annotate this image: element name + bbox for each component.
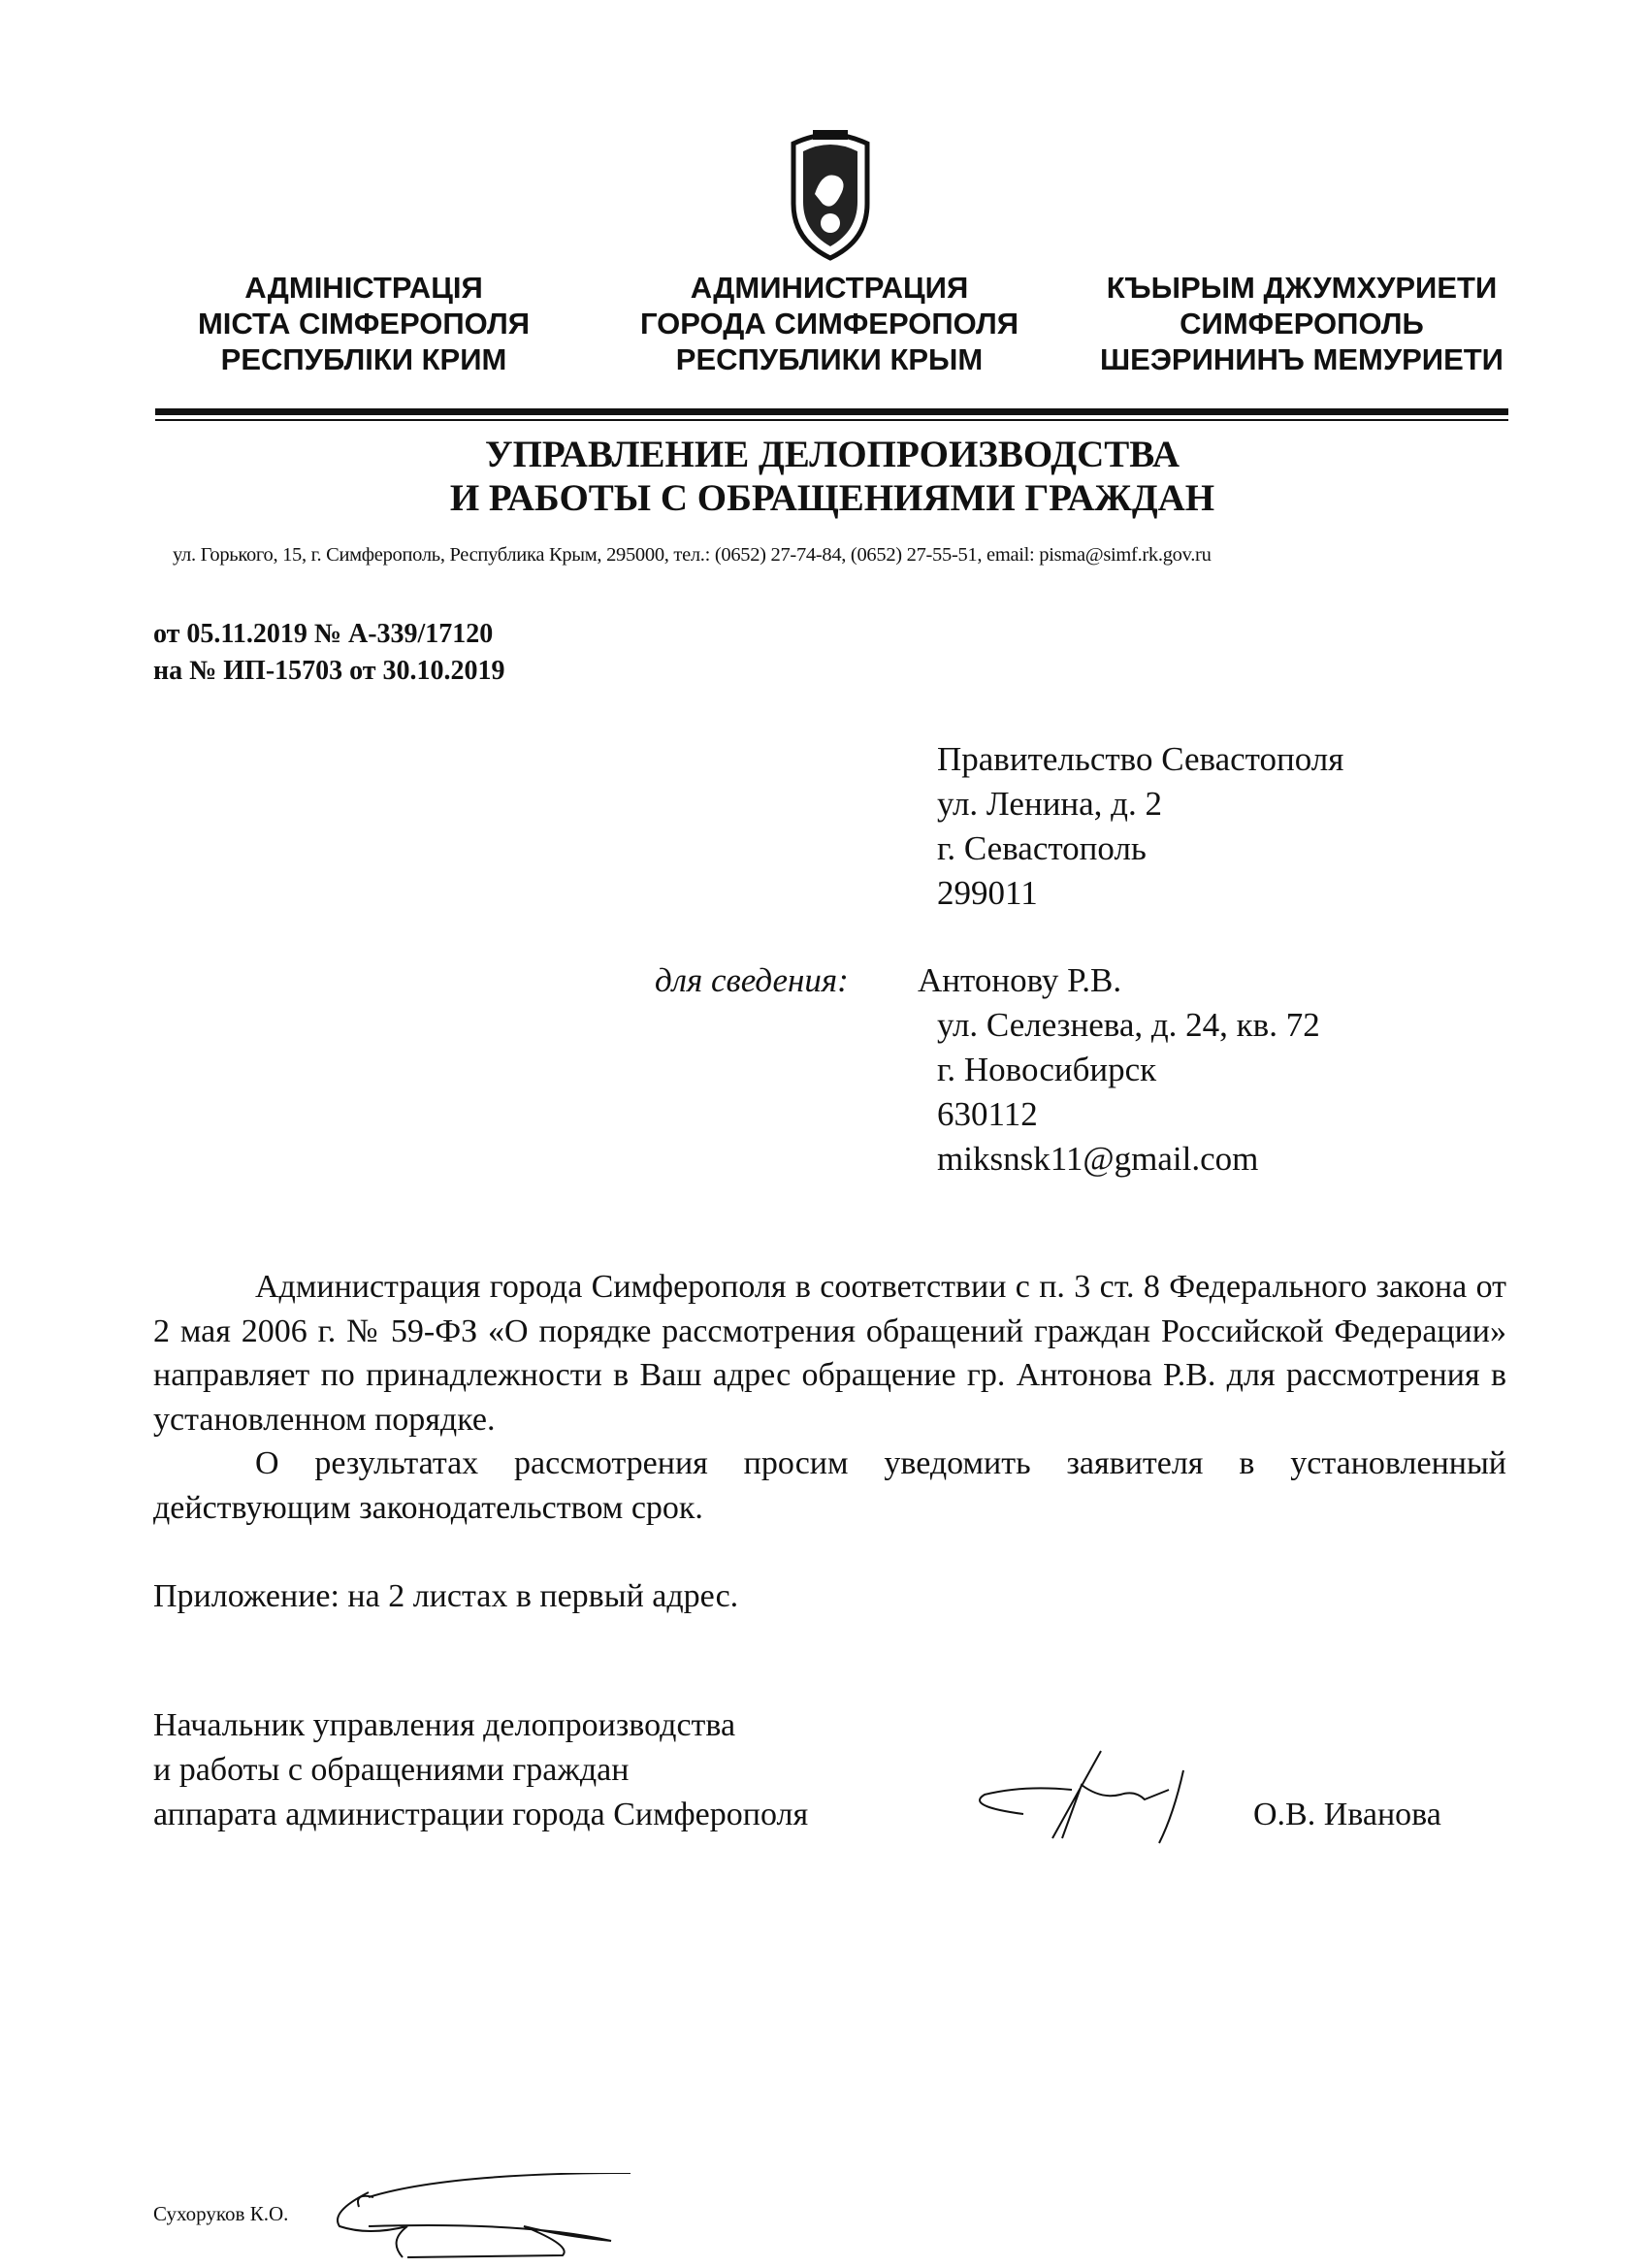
header-line: ГОРОДА СИМФЕРОПОЛЯ xyxy=(640,307,1018,340)
header-line: АДМИНИСТРАЦИЯ xyxy=(690,271,969,305)
cc-line: ул. Селезнева, д. 24, кв. 72 xyxy=(937,1006,1320,1044)
department-title xyxy=(0,433,1649,520)
cc-label: для сведения: xyxy=(655,961,849,999)
header-line: КЪЫРЫМ ДЖУМХУРИЕТИ xyxy=(1106,271,1498,305)
signatory-position xyxy=(153,1703,808,1837)
header-crimean-tatar xyxy=(1074,270,1530,377)
header-line: АДМІНІСТРАЦІЯ xyxy=(244,271,483,305)
department-line: И РАБОТЫ С ОБРАЩЕНИЯМИ ГРАЖДАН xyxy=(449,477,1215,519)
header-line: МІСТА СІМФЕРОПОЛЯ xyxy=(197,307,531,340)
cc-line: Антонову Р.В. xyxy=(918,961,1122,999)
recipient-line: 299011 xyxy=(937,874,1038,912)
position-line: и работы с обращениями граждан xyxy=(153,1752,630,1788)
letter-body xyxy=(153,1265,1506,1619)
cc-line: miksnsk11@gmail.com xyxy=(937,1140,1259,1178)
executor-name: Сухоруков К.О. xyxy=(153,2202,289,2225)
header-russian xyxy=(601,270,1057,377)
header-divider-thin xyxy=(155,419,1508,421)
position-line: Начальник управления делопроизводства xyxy=(153,1707,736,1743)
department-line: УПРАВЛЕНИЕ ДЕЛОПРОИЗВОДСТВА xyxy=(484,434,1180,475)
recipient-line: Правительство Севастополя xyxy=(937,740,1344,778)
body-paragraph: Администрация города Симферополя в соответствии с п. 3 ст. 8 Федерального закона от 2 мая 2006 г. № 59-ФЗ «О порядке рассмотрения обращений граждан Российской Федерации» направляет по принадлежности в Ваш адрес обращение гр. Антонова Р.В. для рассмотрения в установленном порядке. xyxy=(153,1269,1506,1438)
incoming-reference: на № ИП-15703 от 30.10.2019 xyxy=(153,656,505,686)
executor-signature xyxy=(330,2173,650,2265)
header-ukrainian xyxy=(136,270,592,377)
contact-line: ул. Горького, 15, г. Симферополь, Республика Крым, 295000, тел.: (0652) 27-74-84, (0652) 27-55-51, email: pisma@simf.rk.gov.ru xyxy=(173,544,1212,566)
coat-of-arms-emblem xyxy=(784,126,877,267)
header-divider-thick xyxy=(155,408,1508,415)
cc-block xyxy=(918,958,1320,1182)
recipient-line: ул. Ленина, д. 2 xyxy=(937,785,1162,823)
recipient-line: г. Севастополь xyxy=(937,829,1147,867)
position-line: аппарата администрации города Симферополя xyxy=(153,1797,809,1832)
outgoing-reference: от 05.11.2019 № А-339/17120 xyxy=(153,619,494,649)
signatory-name: О.В. Иванова xyxy=(1253,1797,1441,1832)
header-line: РЕСПУБЛИКИ КРЫМ xyxy=(675,342,984,376)
attachment-note: Приложение: на 2 листах в первый адрес. xyxy=(153,1578,739,1614)
header-line: СИМФЕРОПОЛЬ xyxy=(1180,307,1424,340)
header-line: ШЕЭРИНИНЪ МЕМУРИЕТИ xyxy=(1100,342,1504,376)
recipient-block xyxy=(937,737,1343,916)
cc-line: 630112 xyxy=(937,1095,1038,1133)
header-line: РЕСПУБЛІКИ КРИМ xyxy=(220,342,507,376)
body-paragraph: О результатах рассмотрения просим уведомить заявителя в установленный действующим законодательством срок. xyxy=(153,1445,1506,1526)
signature xyxy=(965,1746,1208,1858)
cc-line: г. Новосибирск xyxy=(937,1051,1157,1088)
